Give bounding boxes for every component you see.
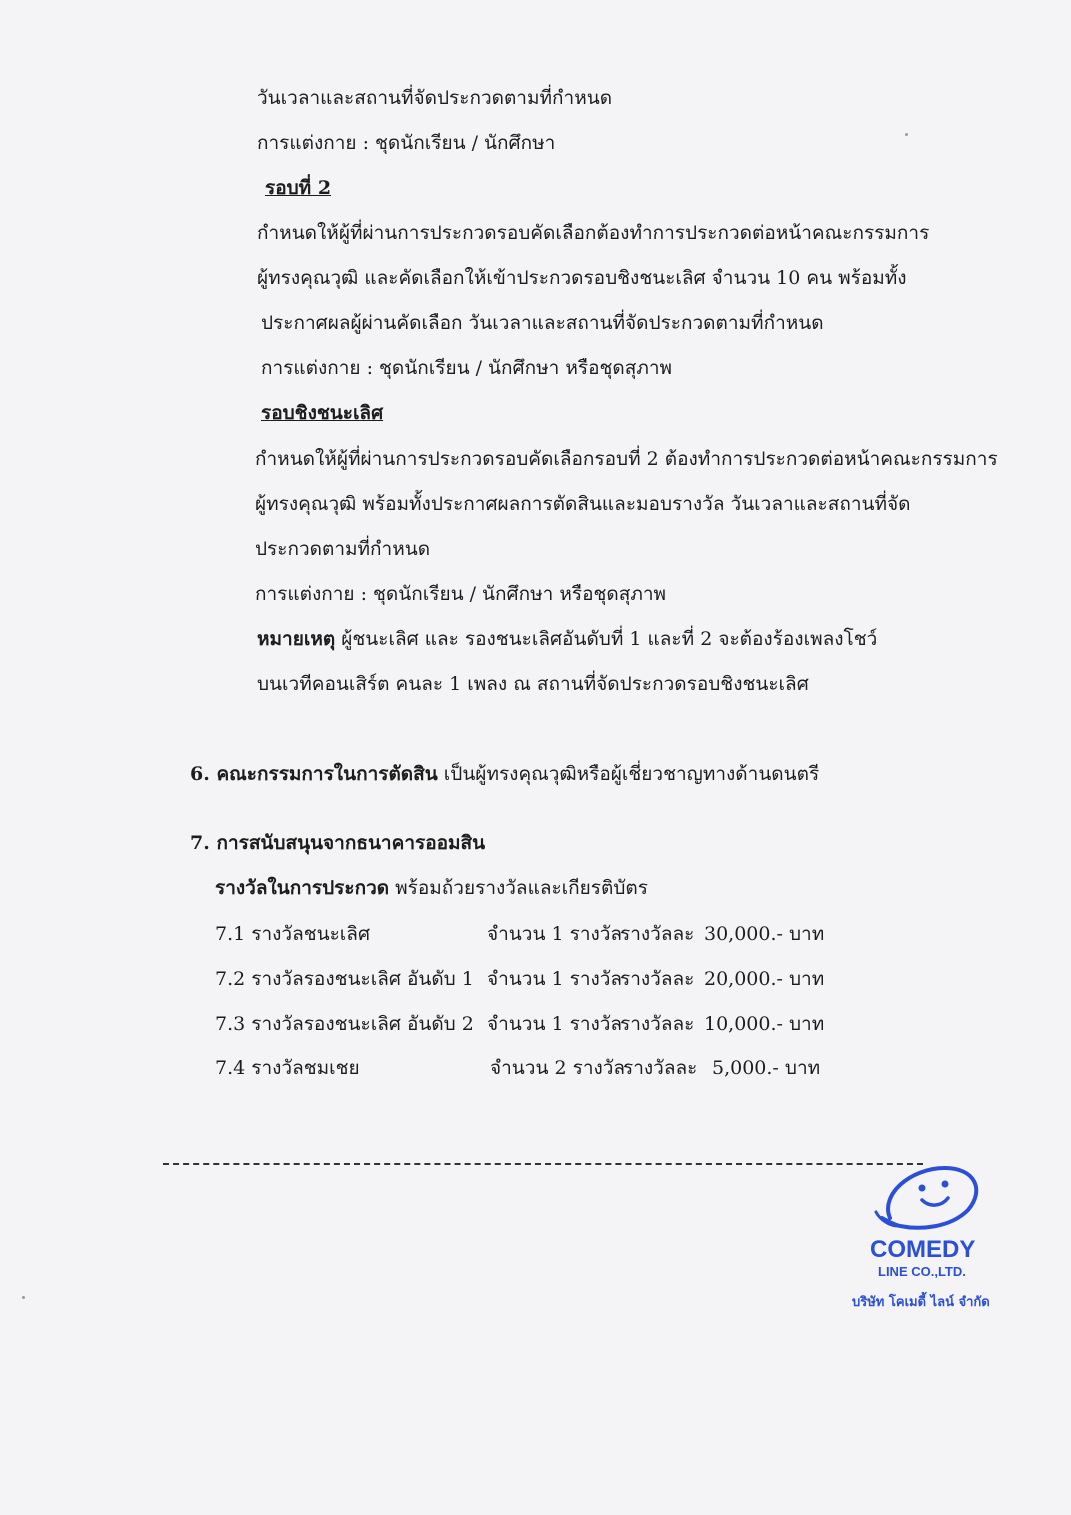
- prize-text: พร้อมถ้วยรางวัลและเกียรติบัตร: [395, 877, 648, 899]
- final-line3: ประกวดตามที่กำหนด: [255, 538, 431, 560]
- prize-amount: 5,000.- บาท: [712, 1057, 821, 1079]
- prize-per: รางวัลละ: [623, 1057, 698, 1079]
- round1-dress: การแต่งกาย : ชุดนักเรียน / นักศึกษา: [257, 132, 556, 154]
- section6-label: 6. คณะกรรมการในการตัดสิน: [190, 763, 438, 785]
- final-note: [257, 627, 877, 651]
- prize-amount: 30,000.- บาท: [704, 923, 825, 945]
- paper-speck: [905, 133, 908, 136]
- prize-count: จำนวน 1 รางวัล: [487, 1013, 623, 1035]
- round2-line1: กำหนดให้ผู้ที่ผ่านการประกวดรอบคัดเลือกต้องทำการประกวดต่อหน้าคณะกรรมการ: [257, 222, 930, 244]
- final-line2: ผู้ทรงคุณวุฒิ พร้อมทั้งประกาศผลการตัดสินและมอบรางวัล วันเวลาและสถานที่จัด: [255, 493, 911, 515]
- stamp-sub: LINE CO.,LTD.: [878, 1264, 966, 1279]
- stamp-left-eye: [919, 1185, 926, 1192]
- stamp-right-eye: [942, 1181, 949, 1188]
- round2-dress: การแต่งกาย : ชุดนักเรียน / นักศึกษา หรือชุดสุภาพ: [261, 357, 673, 379]
- round2-line3: ประกาศผลผู้ผ่านคัดเลือก วันเวลาและสถานที่จัดประกวดตามที่กำหนด: [261, 312, 824, 334]
- note-text: ผู้ชนะเลิศ และ รองชนะเลิศอันดับที่ 1 และที่ 2 จะต้องร้องเพลงโชว์: [341, 628, 878, 650]
- prize-per: รางวัลละ: [620, 968, 695, 990]
- stamp-face-outline: [882, 1168, 976, 1228]
- section7-label: 7. การสนับสนุนจากธนาคารออมสิน: [190, 832, 486, 854]
- prize-name: 7.1 รางวัลชนะเลิศ: [215, 923, 371, 945]
- final-heading: รอบชิงชนะเลิศ: [261, 402, 384, 424]
- stamp-brand: COMEDY: [870, 1236, 976, 1263]
- section6-text: เป็นผู้ทรงคุณวุฒิหรือผู้เชี่ยวชาญทางด้านดนตรี: [443, 763, 820, 785]
- prize-count: จำนวน 1 รางวัล: [487, 923, 623, 945]
- section7-prize-intro: [215, 876, 648, 900]
- stamp-thai: บริษัท โคเมดี้ ไลน์ จำกัด: [852, 1295, 990, 1310]
- prize-count: จำนวน 2 รางวัล: [490, 1057, 626, 1079]
- prize-name: 7.4 รางวัลชมเชย: [215, 1057, 360, 1079]
- dashed-divider: [163, 1163, 923, 1165]
- prize-count: จำนวน 1 รางวัล: [487, 968, 623, 990]
- final-dress: การแต่งกาย : ชุดนักเรียน / นักศึกษา หรือชุดสุภาพ: [255, 583, 667, 605]
- note-label: หมายเหตุ: [257, 628, 336, 650]
- prize-amount: 20,000.- บาท: [704, 968, 825, 990]
- prize-per: รางวัลละ: [620, 1013, 695, 1035]
- prize-per: รางวัลละ: [620, 923, 695, 945]
- stamp-smile: [922, 1198, 948, 1205]
- final-note-line2: บนเวทีคอนเสิร์ต คนละ 1 เพลง ณ สถานที่จัดประกวดรอบชิงชนะเลิศ: [257, 673, 809, 695]
- prize-name: 7.2 รางวัลรองชนะเลิศ อันดับ 1: [215, 968, 474, 990]
- round2-line2: ผู้ทรงคุณวุฒิ และคัดเลือกให้เข้าประกวดรอบชิงชนะเลิศ จำนวน 10 คน พร้อมทั้ง: [257, 267, 907, 289]
- paper-speck: [22, 1296, 25, 1299]
- prize-amount: 10,000.- บาท: [704, 1013, 825, 1035]
- round1-schedule: วันเวลาและสถานที่จัดประกวดตามที่กำหนด: [257, 87, 613, 109]
- round2-heading: รอบที่ 2: [265, 177, 332, 199]
- section6: [190, 762, 819, 786]
- prize-label: รางวัลในการประกวด: [215, 877, 390, 899]
- prize-name: 7.3 รางวัลรองชนะเลิศ อันดับ 2: [215, 1013, 474, 1035]
- company-stamp: [850, 1160, 1020, 1320]
- final-line1: กำหนดให้ผู้ที่ผ่านการประกวดรอบคัดเลือกรอบที่ 2 ต้องทำการประกวดต่อหน้าคณะกรรมการ: [255, 448, 998, 470]
